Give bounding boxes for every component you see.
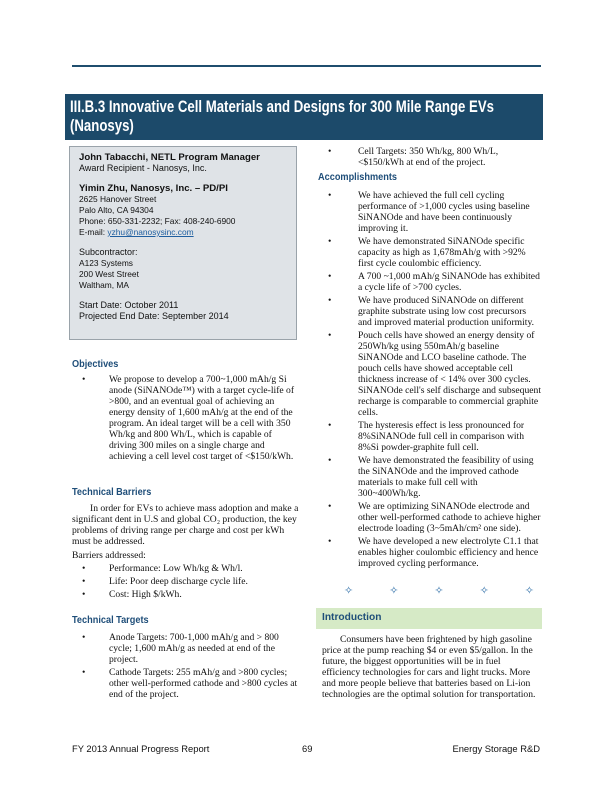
list-item: • We have achieved the full cell cycling performance of >1,000 cycles using baseline SiNANOde and have been continuously improving it.	[318, 190, 542, 234]
phone-fax: Phone: 650-331-2232; Fax: 408-240-6900	[79, 216, 236, 226]
accomplishments-heading: Accomplishments	[318, 172, 397, 183]
list-item: • Performance: Low Wh/kg & Wh/l.	[72, 563, 300, 574]
subcontractor-name: A123 Systems	[79, 258, 133, 268]
section-divider	[344, 584, 534, 597]
award-recipient: Award Recipient - Nanosys, Inc.	[79, 163, 207, 173]
list-item: • We have produced SiNANOde on different graphite substrate using low cost precursors and improved material production uniformity.	[318, 295, 542, 328]
list-item: • Life: Poor deep discharge cycle life.	[72, 576, 300, 587]
diamond-icon: ✧	[479, 585, 489, 597]
address-city: Palo Alto, CA 94304	[79, 205, 154, 215]
objectives-list	[72, 374, 300, 462]
email-label: E-mail:	[79, 227, 108, 237]
section-title: III.B.3 Innovative Cell Materials and Designs for 300 Mile Range EVs	[70, 98, 495, 116]
section-title-banner	[65, 94, 543, 140]
barriers-section	[72, 503, 300, 602]
diamond-icon: ✧	[344, 585, 354, 597]
list-item: • We propose to develop a 700~1,000 mAh/g Si anode (SiNANOde™) with a target cycle-life of >800, and an eventual goal of achieving an energy density of 1,600 mAh/g at the end of the program. An ideal target will be a cell with 350 Wh/kg and 800 Wh/L, which is capable of driving 300 miles on a single charge and achieving a cell level cost target of <$150/kWh.	[72, 374, 300, 462]
barriers-label: Barriers addressed:	[72, 550, 146, 561]
footer-report-title: FY 2013 Annual Progress Report	[72, 743, 210, 754]
list-item: • Cell Targets: 350 Wh/kg, 800 Wh/L, <$150/kWh at end of the project.	[318, 146, 542, 168]
barriers-heading: Technical Barriers	[72, 487, 152, 498]
accomplishments-list-wrap	[318, 190, 542, 571]
list-item: • A 700 ~1,000 mAh/g SiNANOde has exhibited a cycle life of >700 cycles.	[318, 271, 542, 293]
subcontractor-label: Subcontractor:	[79, 247, 138, 257]
targets-heading: Technical Targets	[72, 615, 149, 626]
list-item: • We have demonstrated SiNANOde specific capacity as high as 1,678mAh/g with >92% first cycle coulombic efficiency.	[318, 236, 542, 269]
list-item: • Anode Targets: 700-1,000 mAh/g and > 800 cycle; 1,600 mAh/g as needed at end of the project.	[72, 632, 300, 665]
page-number: 69	[302, 743, 313, 754]
targets-list-wrap	[72, 632, 300, 702]
diamond-icon: ✧	[389, 585, 399, 597]
list-item: • Cathode Targets: 255 mAh/g and >800 cycles; other well-performed cathode and >800 cycles at end of the project.	[72, 667, 300, 700]
program-manager: John Tabacchi, NETL Program Manager	[79, 152, 260, 163]
introduction-section	[322, 634, 540, 700]
principal-investigator: Yimin Zhu, Nanosys, Inc. – PD/PI	[79, 183, 228, 194]
subcontractor-street: 200 West Street	[79, 269, 139, 279]
start-date: Start Date: October 2011	[79, 300, 179, 310]
introduction-paragraph: Consumers have been frightened by high gasoline price at the pump reaching $4 or even $5/gallon. In the future, the biggest opportunities will be in fuel efficiency technologies for cars and light trucks. More and more people believe that batteries based on Li-ion technologies are the optimal solution for transportation.	[322, 634, 536, 700]
section-title-line2: (Nanosys)	[70, 117, 134, 135]
targets-list	[72, 632, 300, 700]
objectives-list-wrap	[72, 374, 300, 464]
accomplishments-list	[318, 190, 542, 569]
list-item: • We have developed a new electrolyte C1.1 that enables higher coulombic efficiency and hence improved cycling performance.	[318, 536, 542, 569]
subcontractor-city: Waltham, MA	[79, 280, 129, 290]
header-rule	[72, 65, 541, 67]
list-item: • The hysteresis effect is less pronounced for 8%SiNANOde full cell in comparison with 8%Si powder-graphite full cell.	[318, 420, 542, 453]
targets-continued	[318, 146, 542, 170]
diamond-icon: ✧	[434, 585, 444, 597]
list-item: • Pouch cells have showed an energy density of 250Wh/kg using 550mAh/g baseline SiNANOde and LCO baseline cathode. The pouch cells have showed acceptable cell thickness increase of < 14% over 300 cycles. SiNANOde cell's self discharge and subsequent recharge is comparable to commercial graphite cells.	[318, 330, 542, 418]
introduction-heading: Introduction	[316, 608, 542, 629]
barriers-paragraph: In order for EVs to achieve mass adoption and make a significant dent in U.S and global CO₂ production, the key problems of driving range per charge and cost per kWh must be addressed.	[72, 503, 299, 547]
footer-section: Energy Storage R&D	[452, 743, 540, 754]
list-item: • Cost: High $/kWh.	[72, 589, 300, 600]
diamond-icon: ✧	[524, 585, 534, 597]
list-item: • We are optimizing SiNANOde electrode and other well-performed cathode to achieve higher electrode loading (3~5mAh/cm² one side).	[318, 501, 542, 534]
email-link[interactable]: yzhu@nanosysinc.com	[107, 227, 194, 237]
barriers-list	[72, 563, 300, 600]
list-item: • We have demonstrated the feasibility of using the SiNANOde and the improved cathode materials to make full cell with 300~400Wh/kg.	[318, 455, 542, 499]
end-date: Projected End Date: September 2014	[79, 311, 229, 321]
project-info-box	[69, 146, 297, 340]
objectives-heading: Objectives	[72, 359, 119, 370]
address-street: 2625 Hanover Street	[79, 194, 157, 204]
